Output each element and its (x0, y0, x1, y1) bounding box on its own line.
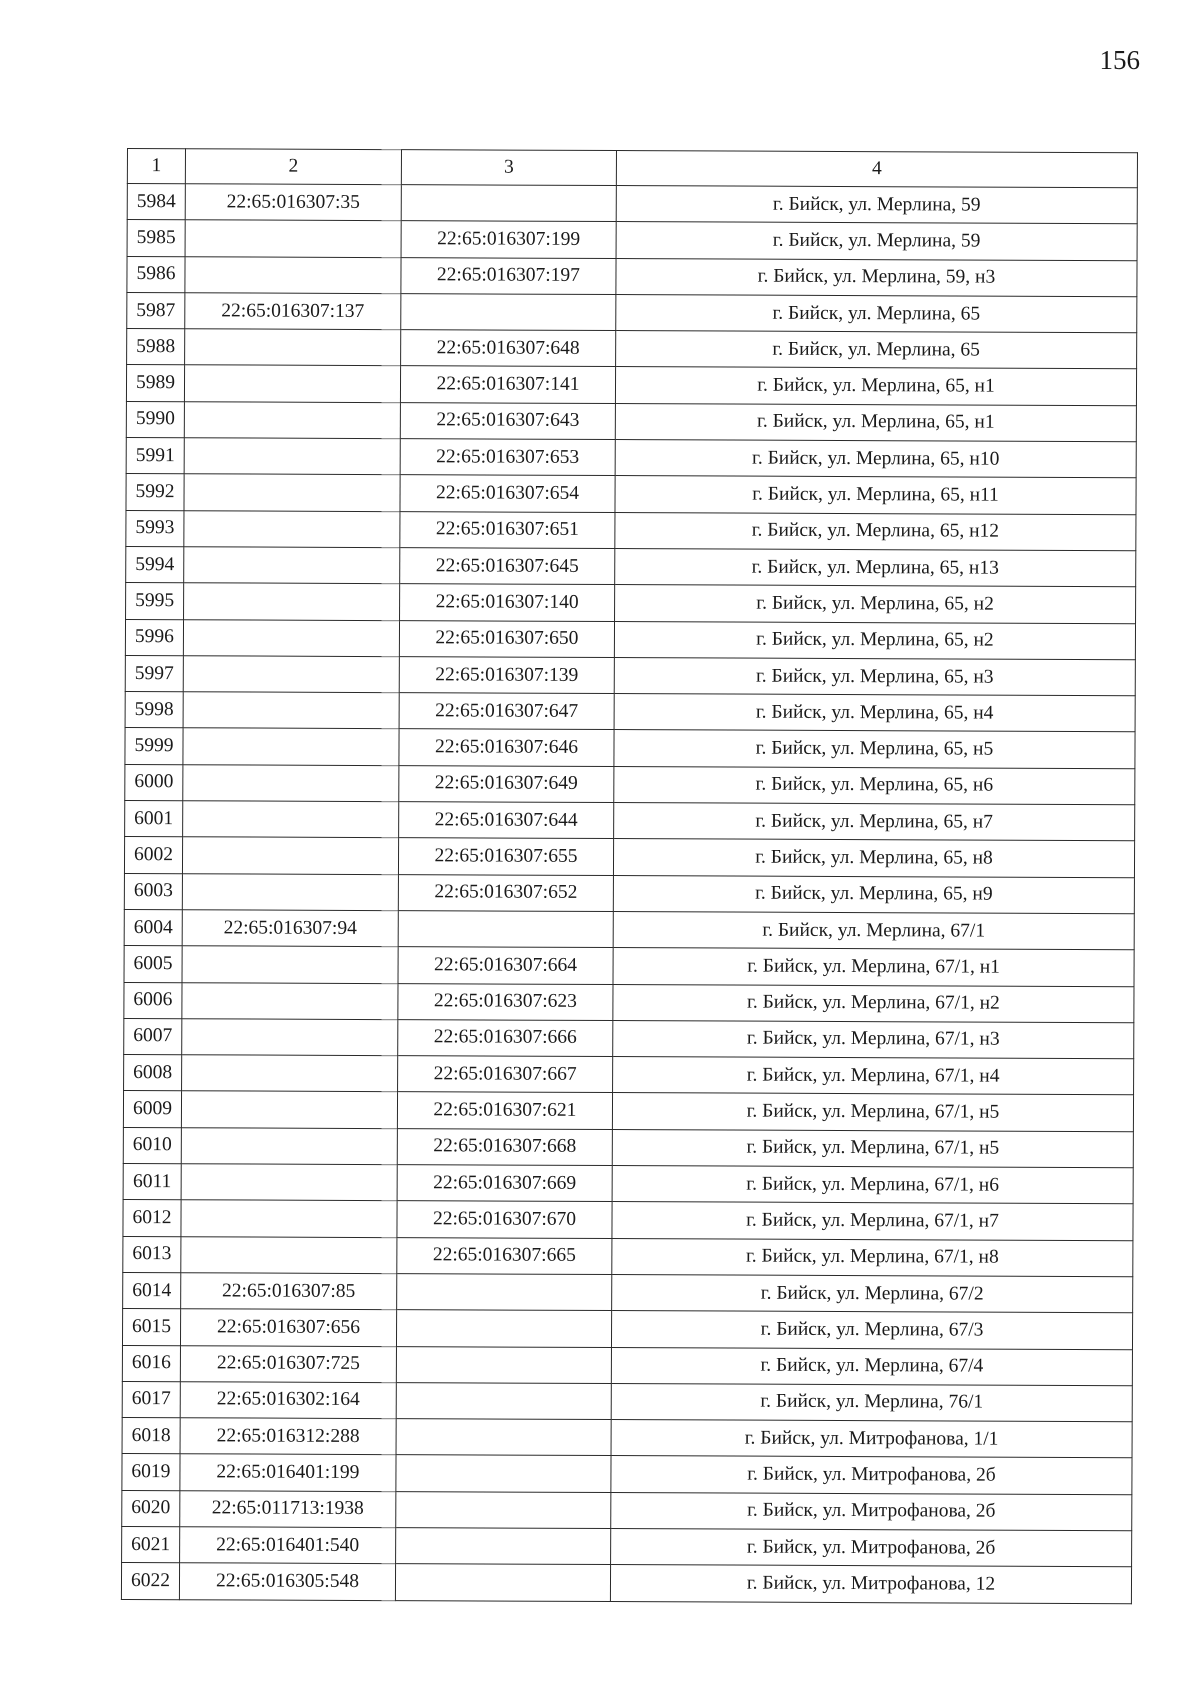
row-number-cell: 6011 (123, 1164, 181, 1201)
table-row (125, 655, 1135, 696)
address-cell: г. Бийск, ул. Мерлина, 67/1, н5 (612, 1093, 1133, 1131)
table-row (123, 1127, 1133, 1168)
parcel-number-cell: 22:65:016307:85 (181, 1273, 397, 1310)
address-cell: г. Бийск, ул. Мерлина, 67/1, н1 (613, 948, 1134, 986)
row-number-cell: 5984 (127, 184, 185, 221)
table-row (124, 873, 1134, 914)
building-number-cell (397, 1274, 612, 1311)
parcel-number-cell (185, 220, 401, 257)
table-row (127, 292, 1137, 333)
table-row (127, 184, 1137, 225)
parcel-number-cell (184, 438, 400, 475)
row-number-cell: 6008 (124, 1055, 182, 1092)
parcel-number-cell: 22:65:016307:725 (180, 1345, 396, 1382)
row-number-cell: 5998 (125, 692, 183, 729)
row-number-cell: 6018 (122, 1418, 180, 1455)
row-number-cell: 6020 (122, 1490, 180, 1527)
address-cell: г. Бийск, ул. Мерлина, 59 (616, 186, 1137, 224)
building-number-cell: 22:65:016307:664 (398, 947, 613, 984)
address-cell: г. Бийск, ул. Мерлина, 67/2 (612, 1274, 1133, 1312)
parcel-number-cell: 22:65:016307:137 (185, 293, 401, 330)
address-cell: г. Бийск, ул. Мерлина, 67/1, н8 (612, 1238, 1133, 1276)
column-header-4: 4 (616, 151, 1137, 188)
parcel-number-cell (181, 1236, 397, 1273)
building-number-cell: 22:65:016307:643 (400, 402, 615, 439)
building-number-cell: 22:65:016307:621 (397, 1092, 612, 1129)
table-row (125, 692, 1135, 733)
parcel-number-cell (182, 1019, 398, 1056)
row-number-cell: 5995 (126, 583, 184, 620)
parcel-number-cell (182, 873, 398, 910)
table-row (124, 909, 1134, 950)
address-cell: г. Бийск, ул. Мерлина, 67/3 (611, 1311, 1132, 1349)
row-number-cell: 5999 (125, 728, 183, 765)
table-row (126, 365, 1136, 406)
column-header-2: 2 (185, 149, 401, 185)
address-cell: г. Бийск, ул. Мерлина, 65, н10 (615, 440, 1136, 478)
building-number-cell: 22:65:016307:651 (400, 511, 615, 548)
parcel-number-cell: 22:65:016305:548 (179, 1563, 395, 1600)
table-row (122, 1490, 1132, 1531)
table-body (121, 149, 1137, 1604)
row-number-cell: 5985 (127, 220, 185, 257)
row-number-cell: 6007 (124, 1018, 182, 1055)
address-cell: г. Бийск, ул. Мерлина, 67/1, н2 (613, 984, 1134, 1022)
building-number-cell: 22:65:016307:665 (397, 1237, 612, 1274)
building-number-cell: 22:65:016307:650 (399, 620, 614, 657)
table-row (126, 546, 1136, 587)
row-number-cell: 5989 (126, 365, 184, 402)
address-cell: г. Бийск, ул. Мерлина, 65 (616, 294, 1137, 332)
address-cell: г. Бийск, ул. Митрофанова, 2б (611, 1492, 1132, 1530)
row-number-cell: 5991 (126, 438, 184, 475)
table-row (127, 256, 1137, 297)
table-row (124, 837, 1134, 878)
address-cell: г. Бийск, ул. Мерлина, 65, н9 (613, 875, 1134, 913)
parcel-number-cell (181, 1127, 397, 1164)
building-number-cell (396, 1528, 611, 1565)
table-row (125, 801, 1135, 842)
address-cell: г. Бийск, ул. Мерлина, 67/1, н6 (612, 1166, 1133, 1204)
building-number-cell (401, 185, 616, 222)
building-number-cell: 22:65:016307:667 (398, 1056, 613, 1093)
building-number-cell: 22:65:016307:644 (399, 802, 614, 839)
address-cell: г. Бийск, ул. Мерлина, 65, н11 (615, 476, 1136, 514)
parcel-number-cell (183, 692, 399, 729)
address-cell: г. Бийск, ул. Мерлина, 65, н3 (614, 657, 1135, 695)
building-number-cell: 22:65:016307:668 (397, 1128, 612, 1165)
address-cell: г. Бийск, ул. Мерлина, 67/4 (611, 1347, 1132, 1385)
row-number-cell: 6014 (123, 1272, 181, 1309)
building-number-cell: 22:65:016307:646 (399, 729, 614, 766)
table-row (125, 619, 1135, 660)
parcel-number-cell (182, 1055, 398, 1092)
parcel-number-cell (183, 801, 399, 838)
building-number-cell: 22:65:016307:623 (398, 983, 613, 1020)
table-row (123, 1091, 1133, 1132)
page-number: 156 (1099, 45, 1140, 75)
row-number-cell: 6021 (122, 1526, 180, 1563)
row-number-cell: 5996 (125, 619, 183, 656)
address-cell: г. Бийск, ул. Мерлина, 67/1, н3 (613, 1020, 1134, 1058)
table-row (123, 1200, 1133, 1241)
table-row (126, 438, 1136, 479)
address-cell: г. Бийск, ул. Мерлина, 65, н6 (614, 766, 1135, 804)
row-number-cell: 5994 (126, 546, 184, 583)
column-header-3: 3 (401, 150, 616, 186)
row-number-cell: 6012 (123, 1200, 181, 1237)
parcel-number-cell (184, 402, 400, 439)
building-number-cell (396, 1382, 611, 1419)
building-number-cell (396, 1455, 611, 1492)
table-row (127, 329, 1137, 370)
building-number-cell: 22:65:016307:647 (399, 693, 614, 730)
parcel-number-cell (184, 365, 400, 402)
table-row (126, 510, 1136, 551)
building-number-cell (396, 1491, 611, 1528)
table-row (122, 1418, 1132, 1459)
table-row (124, 1018, 1134, 1059)
address-cell: г. Бийск, ул. Мерлина, 67/1, н5 (612, 1129, 1133, 1167)
parcel-number-cell (183, 764, 399, 801)
address-cell: г. Бийск, ул. Митрофанова, 1/1 (611, 1420, 1132, 1458)
table-row (125, 764, 1135, 805)
row-number-cell: 6000 (125, 764, 183, 801)
parcel-number-cell: 22:65:016307:656 (180, 1309, 396, 1346)
table-row (126, 474, 1136, 515)
parcel-number-cell (182, 982, 398, 1019)
parcel-number-cell (184, 583, 400, 620)
building-number-cell (401, 294, 616, 331)
parcel-number-cell (183, 728, 399, 765)
row-number-cell: 6010 (123, 1127, 181, 1164)
address-cell: г. Бийск, ул. Мерлина, 65, н1 (615, 403, 1136, 441)
address-cell: г. Бийск, ул. Мерлина, 65, н8 (613, 839, 1134, 877)
building-number-cell: 22:65:016307:197 (401, 257, 616, 294)
row-number-cell: 5987 (127, 292, 185, 329)
parcel-number-cell (181, 1091, 397, 1128)
building-number-cell (398, 911, 613, 948)
column-header-1: 1 (127, 149, 185, 184)
data-table (121, 148, 1138, 1604)
row-number-cell: 6002 (124, 837, 182, 874)
table-row (122, 1526, 1132, 1567)
building-number-cell: 22:65:016307:199 (401, 221, 616, 258)
address-cell: г. Бийск, ул. Мерлина, 65, н12 (615, 512, 1136, 550)
row-number-cell: 6004 (124, 909, 182, 946)
address-cell: г. Бийск, ул. Мерлина, 67/1 (613, 911, 1134, 949)
address-cell: г. Бийск, ул. Мерлина, 76/1 (611, 1383, 1132, 1421)
building-number-cell: 22:65:016307:649 (399, 765, 614, 802)
table-row (126, 401, 1136, 442)
address-cell: г. Бийск, ул. Мерлина, 59 (616, 222, 1137, 260)
table-row (125, 728, 1135, 769)
building-number-cell (395, 1564, 610, 1601)
parcel-number-cell (184, 510, 400, 547)
row-number-cell: 6015 (122, 1309, 180, 1346)
table-row (123, 1272, 1133, 1313)
building-number-cell: 22:65:016307:666 (398, 1019, 613, 1056)
building-number-cell: 22:65:016307:653 (400, 439, 615, 476)
row-number-cell: 5986 (127, 256, 185, 293)
table-row (122, 1381, 1132, 1422)
address-cell: г. Бийск, ул. Митрофанова, 2б (611, 1456, 1132, 1494)
table-row (122, 1454, 1132, 1495)
address-cell: г. Бийск, ул. Мерлина, 65, н7 (614, 803, 1135, 841)
parcel-number-cell (184, 547, 400, 584)
building-number-cell: 22:65:016307:652 (398, 874, 613, 911)
address-cell: г. Бийск, ул. Митрофанова, 2б (611, 1529, 1132, 1567)
address-cell: г. Бийск, ул. Мерлина, 65, н13 (615, 549, 1136, 587)
row-number-cell: 6013 (123, 1236, 181, 1273)
parcel-number-cell (183, 656, 399, 693)
row-number-cell: 6009 (123, 1091, 181, 1128)
building-number-cell: 22:65:016307:669 (397, 1165, 612, 1202)
address-cell: г. Бийск, ул. Мерлина, 59, н3 (616, 258, 1137, 296)
parcel-number-cell: 22:65:011713:1938 (180, 1490, 396, 1527)
building-number-cell: 22:65:016307:141 (400, 366, 615, 403)
building-number-cell: 22:65:016307:139 (399, 657, 614, 694)
table-row (124, 982, 1134, 1023)
row-number-cell: 6017 (122, 1381, 180, 1418)
address-cell: г. Бийск, ул. Мерлина, 65, н2 (614, 621, 1135, 659)
building-number-cell (396, 1310, 611, 1347)
table-row (126, 583, 1136, 624)
address-cell: г. Бийск, ул. Мерлина, 65, н1 (615, 367, 1136, 405)
table-row (122, 1309, 1132, 1350)
building-number-cell (396, 1346, 611, 1383)
address-cell: г. Бийск, ул. Мерлина, 67/1, н4 (613, 1057, 1134, 1095)
parcel-number-cell: 22:65:016307:35 (185, 184, 401, 221)
address-cell: г. Бийск, ул. Мерлина, 65 (616, 331, 1137, 369)
parcel-number-cell (182, 837, 398, 874)
row-number-cell: 5992 (126, 474, 184, 511)
address-cell: г. Бийск, ул. Мерлина, 67/1, н7 (612, 1202, 1133, 1240)
parcel-number-cell: 22:65:016401:199 (180, 1454, 396, 1491)
row-number-cell: 6003 (124, 873, 182, 910)
parcel-number-cell (181, 1200, 397, 1237)
address-cell: г. Бийск, ул. Мерлина, 65, н5 (614, 730, 1135, 768)
table-row (123, 1236, 1133, 1277)
parcel-number-cell (184, 474, 400, 511)
parcel-number-cell (181, 1164, 397, 1201)
table-row (122, 1345, 1132, 1386)
row-number-cell: 5993 (126, 510, 184, 547)
table-row (124, 946, 1134, 987)
table-row (127, 220, 1137, 261)
parcel-number-cell: 22:65:016401:540 (180, 1527, 396, 1564)
parcel-number-cell: 22:65:016312:288 (180, 1418, 396, 1455)
building-number-cell (396, 1419, 611, 1456)
building-number-cell: 22:65:016307:140 (400, 584, 615, 621)
building-number-cell: 22:65:016307:655 (398, 838, 613, 875)
row-number-cell: 5997 (125, 655, 183, 692)
table-header-row (127, 149, 1137, 188)
row-number-cell: 6019 (122, 1454, 180, 1491)
row-number-cell: 5990 (126, 401, 184, 438)
row-number-cell: 6006 (124, 982, 182, 1019)
parcel-number-cell (185, 329, 401, 366)
table-row (124, 1055, 1134, 1096)
table-row (123, 1164, 1133, 1205)
building-number-cell: 22:65:016307:654 (400, 475, 615, 512)
building-number-cell: 22:65:016307:645 (400, 548, 615, 585)
address-cell: г. Бийск, ул. Мерлина, 65, н2 (615, 585, 1136, 623)
table-row (121, 1563, 1131, 1604)
parcel-number-cell: 22:65:016302:164 (180, 1382, 396, 1419)
row-number-cell: 6005 (124, 946, 182, 983)
parcel-number-cell (185, 256, 401, 293)
building-number-cell: 22:65:016307:670 (397, 1201, 612, 1238)
row-number-cell: 6001 (125, 801, 183, 838)
address-cell: г. Бийск, ул. Мерлина, 65, н4 (614, 694, 1135, 732)
row-number-cell: 6016 (122, 1345, 180, 1382)
parcel-number-cell (183, 619, 399, 656)
parcel-number-cell (182, 946, 398, 983)
address-cell: г. Бийск, ул. Митрофанова, 12 (610, 1565, 1131, 1603)
row-number-cell: 5988 (127, 329, 185, 366)
row-number-cell: 6022 (121, 1563, 179, 1600)
parcel-number-cell: 22:65:016307:94 (182, 910, 398, 947)
building-number-cell: 22:65:016307:648 (401, 330, 616, 367)
